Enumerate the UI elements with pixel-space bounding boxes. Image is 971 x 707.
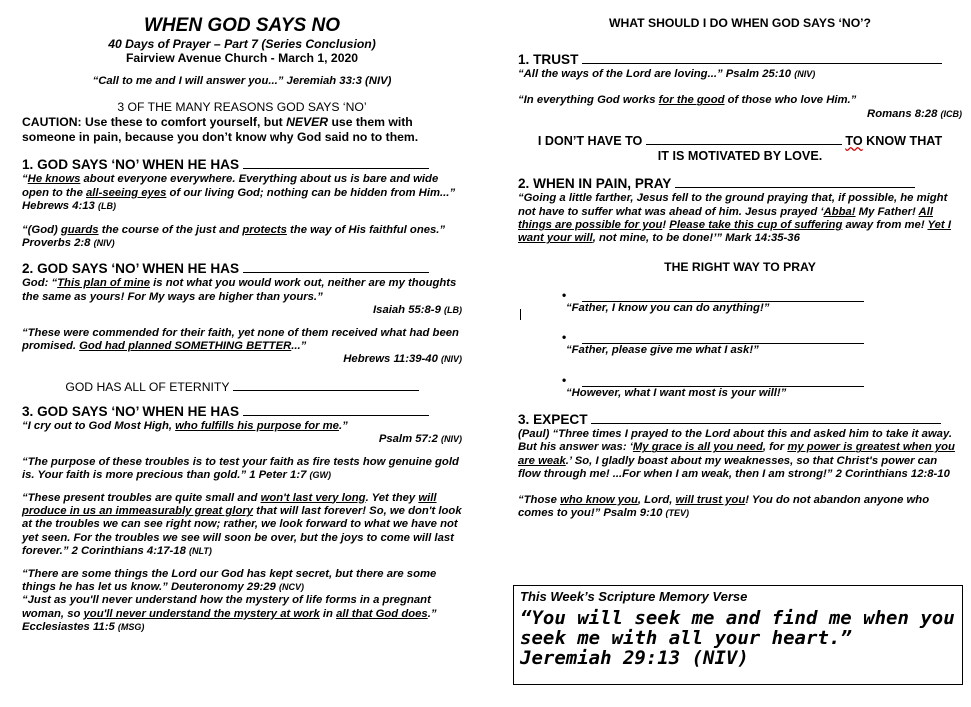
section-2-heading: 2. GOD SAYS ‘NO’ WHEN HE HAS — [22, 261, 462, 277]
series-subtitle: 40 Days of Prayer – Part 7 (Series Conclusion) — [108, 37, 376, 51]
pray-blank — [675, 177, 915, 188]
prayer-bullet-3 — [562, 373, 962, 387]
memory-verse-box — [513, 585, 963, 685]
prayer-blank-1 — [582, 291, 864, 302]
peter-verse: “The purpose of these troubles is to test your faith as fire tests how genuine gold is. Your faith is more precious than gold.” 1 Peter 1:7 (GW) — [22, 455, 459, 482]
deuteronomy-verse: “There are some things the Lord our God has kept secret, but there are some things he has let us know.” Deuteronomy 29:29 (NCV) — [22, 567, 437, 593]
prayer-1-text: “Father, I know you can do anything!” — [566, 301, 770, 314]
psalm-9-verse: “Those who know you, Lord, will trust you! You do not abandon anyone who comes to you!” Psalm 9:10 (TEV) — [518, 493, 930, 520]
corinthians-4-verse: “These present troubles are quite small and won't last very long. Yet they will produce in us an immeasurably great glory that will last forever! So, we don't look at the troubles we can see right now; rather, we look forward to what we have not yet seen. For the troubles we see will soon be over, but the joys to come will last forever.” 2 Corinthians 4:17-18 (NLT) — [22, 491, 462, 558]
ecclesiastes-verse: “Just as you'll never understand how the mystery of life forms in a pregnant woman, so you'll never understand the mystery at work in all that God does.” Ecclesiastes 11:5 (MSG) — [22, 594, 437, 634]
memory-verse-label: This Week’s Scripture Memory Verse — [520, 589, 748, 604]
eternity-blank — [233, 380, 419, 391]
prayer-3-text: “However, what I want most is your will!” — [566, 386, 787, 399]
left-column — [22, 0, 462, 635]
section-1-blank — [243, 158, 429, 169]
church-date: Fairview Avenue Church - March 1, 2020 — [125, 51, 359, 65]
psalm-57-ref: Psalm 57:2 (NIV) — [378, 433, 462, 446]
prayer-bullet-1 — [562, 288, 962, 302]
trust-heading: 1. TRUST — [518, 52, 962, 68]
right-way-heading: THE RIGHT WAY TO PRAY — [664, 259, 816, 274]
expect-blank — [591, 413, 941, 424]
prayer-blank-2 — [582, 333, 864, 344]
section-1-heading: 1. GOD SAYS ‘NO’ WHEN HE HAS — [22, 157, 462, 173]
page-title: WHEN GOD SAYS NO — [144, 15, 340, 36]
romans-ref: Romans 8:28 (ICB) — [867, 107, 962, 120]
romans-verse: “In everything God works for the good of those who love Him.” — [518, 94, 857, 107]
text-cursor — [520, 309, 521, 320]
expect-heading: 3. EXPECT — [518, 412, 962, 428]
prayer-blank-3 — [582, 376, 864, 387]
hebrews-11-ref: Hebrews 11:39-40 (NIV) — [343, 353, 462, 366]
prayer-2-text: “Father, please give me what I ask!” — [566, 344, 759, 357]
right-heading: WHAT SHOULD I DO WHEN GOD SAYS ‘NO’? — [608, 16, 872, 30]
pray-heading: 2. WHEN IN PAIN, PRAY — [518, 176, 962, 192]
bullet-icon: • — [562, 372, 567, 387]
psalm-57-verse: “I cry out to God Most High, who fulfills his purpose for me.” — [22, 419, 348, 432]
isaiah-ref: Isaiah 55:8-9 (LB) — [373, 304, 462, 317]
trust-blank — [582, 53, 942, 64]
motivation-line: I DON’T HAVE TO TO KNOW THAT — [537, 134, 943, 149]
section-3-blank — [243, 405, 429, 416]
section-3-heading: 3. GOD SAYS ‘NO’ WHEN HE HAS — [22, 404, 462, 420]
eternity-line: GOD HAS ALL OF ETERNITY — [22, 380, 462, 394]
isaiah-verse: God: “This plan of mine is not what you would work out, neither are my thoughts the same as yours! For My ways are higher than yours.” — [22, 277, 457, 303]
hebrews-11-verse: “These were commended for their faith, yet none of them received what had been promised. God had planned SOMETHING BETTER...” — [22, 326, 459, 353]
bullet-icon: • — [562, 330, 567, 345]
reasons-heading: 3 OF THE MANY REASONS GOD SAYS ‘NO’ — [117, 100, 367, 115]
proverbs-verse: “(God) guards the course of the just and protects the way of His faithful ones.” Proverbs 2:8 (NIV) — [22, 223, 446, 250]
call-quote: “Call to me and I will answer you...” Jeremiah 33:3 (NIV) — [92, 75, 392, 87]
corinthians-12-verse: (Paul) “Three times I prayed to the Lord about this and asked him to take it away. But his answer was: ‘My grace is all you need, for my power is greatest when you are weak.’ So, I gladly boast about my weaknesses, so that Christ's power can flow through me! ...For when I am weak, then I am strong!” 2 Corinthians 12:8-10 — [518, 428, 955, 481]
caution-text: CAUTION: Use these to comfort yourself, but NEVER use them with someone in pain, because you don’t know why God said no to them. — [22, 115, 419, 145]
mark-verse: “Going a little farther, Jesus fell to the ground praying that, if possible, he might not have to suffer what was ahead of him. Jesus prayed ‘Abba! My Father! All things are possible for you! Please take this cup of suffering away from me! Yet I want your will, not mine, to be done!’” Mark 14:35-36 — [518, 192, 951, 245]
memory-verse-text: “You will seek me and find me when you seek me with all your heart.” — [520, 607, 955, 649]
bullet-icon: • — [562, 287, 567, 302]
motivation-blank — [646, 134, 842, 145]
prayer-bullet-2 — [562, 330, 962, 344]
hebrews-verse: “He knows about everyone everywhere. Everything about us is bare and wide open to the all-seeing eyes of our living God; nothing can be hidden from Him...” Hebrews 4:13 (LB) — [22, 173, 456, 213]
memory-verse-ref: Jeremiah 29:13 (NIV) — [520, 647, 749, 669]
section-2-blank — [243, 262, 429, 273]
motivated-by-love: IT IS MOTIVATED BY LOVE. — [657, 149, 823, 164]
right-column — [518, 0, 962, 521]
psalm-25-verse: “All the ways of the Lord are loving...” Psalm 25:10 (NIV) — [518, 68, 816, 80]
